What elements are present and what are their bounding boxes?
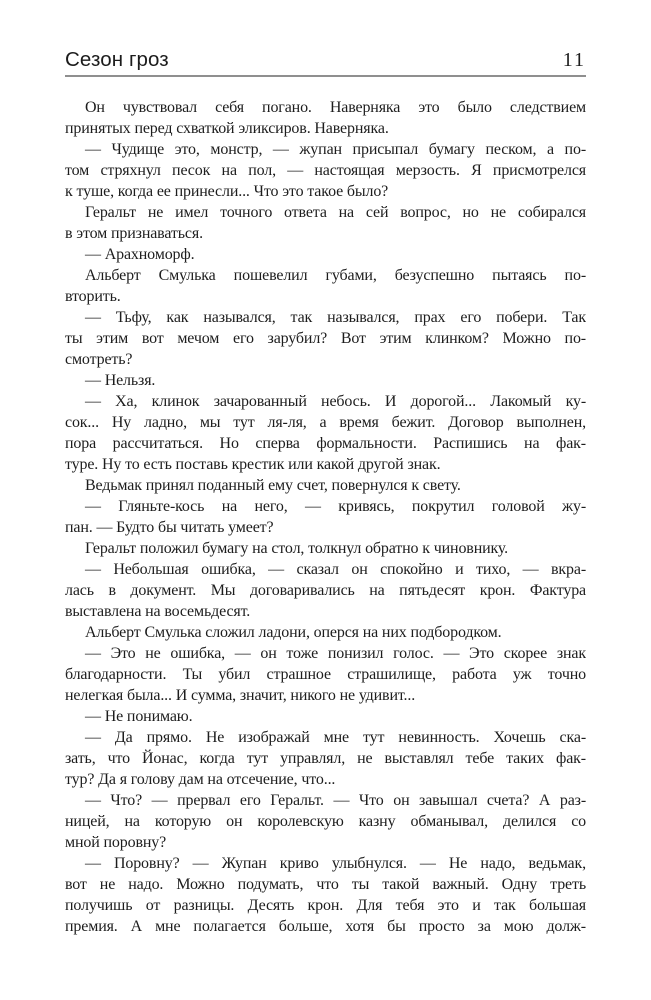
text-line: премия. А мне полагается больше, хотя бы просто за мою долж- bbox=[65, 918, 586, 935]
text-line: тур? Да я голову дам на отсечение, что... bbox=[65, 771, 336, 788]
text-line: ницей, на которую он королевскую казну обманывал, делился со bbox=[65, 813, 586, 830]
text-line: — Арахноморф. bbox=[85, 246, 195, 263]
text-line: в этом признаваться. bbox=[65, 225, 203, 242]
text-line: получишь от разницы. Десять крон. Для тебя это и так большая bbox=[65, 897, 586, 914]
page-text bbox=[65, 97, 586, 937]
text-line: — Ха, клинок зачарованный небось. И дорогой... Лакомый ку- bbox=[85, 393, 586, 410]
text-line: благодарности. Ты убил страшное страшилище, работа уж точно bbox=[65, 666, 586, 683]
text-line: — Не понимаю. bbox=[85, 708, 193, 725]
text-line: туре. Ну то есть поставь крестик или какой другой знак. bbox=[65, 456, 441, 473]
text-line: Геральт не имел точного ответа на сей вопрос, но не собирался bbox=[85, 204, 586, 221]
text-line: вот не надо. Можно подумать, что ты такой важный. Одну треть bbox=[65, 876, 586, 893]
text-line: Геральт положил бумагу на стол, толкнул обратно к чиновнику. bbox=[85, 540, 509, 557]
text-line: Он чувствовал себя погано. Наверняка это было следствием bbox=[85, 99, 586, 116]
page-number: 11 bbox=[562, 49, 586, 71]
text-line: нелегкая была... И сумма, значит, никого не удивит... bbox=[65, 687, 416, 704]
text-line: — Тьфу, как назывался, так назывался, прах его побери. Так bbox=[85, 309, 586, 326]
text-line: — Чудище это, монстр, — жупан присыпал бумагу песком, а по- bbox=[85, 141, 586, 158]
text-line: Альберт Смулька сложил ладони, оперся на них подбородком. bbox=[85, 624, 502, 641]
text-line: том стряхнул песок на пол, — настоящая мерзость. Я присмотрелся bbox=[65, 162, 586, 179]
text-line: к туше, когда ее принесли... Что это такое было? bbox=[65, 183, 389, 200]
text-line: зать, что Йонас, когда тут управлял, не выставлял тебе таких фак- bbox=[65, 750, 586, 767]
text-line: — Да прямо. Не изображай мне тут невинность. Хочешь ска- bbox=[85, 729, 586, 746]
text-line: Альберт Смулька пошевелил губами, безуспешно пытаясь по- bbox=[85, 267, 586, 284]
page-header bbox=[65, 48, 586, 77]
text-line: — Что? — прервал его Геральт. — Что он завышал счета? А раз- bbox=[85, 792, 586, 809]
running-title: Сезон гроз bbox=[65, 48, 169, 71]
text-line: мной поровну? bbox=[65, 834, 167, 851]
text-line: — Нельзя. bbox=[85, 372, 156, 389]
text-line: принятых перед схваткой эликсиров. Наверняка. bbox=[65, 120, 389, 137]
text-line: — Это не ошибка, — он тоже понизил голос. — Это скорее знак bbox=[85, 645, 586, 662]
text-line: пан. — Будто бы читать умеет? bbox=[65, 519, 274, 536]
text-line: сок... Ну ладно, мы тут ля-ля, а время бежит. Договор выполнен, bbox=[65, 414, 586, 431]
text-line: смотреть? bbox=[65, 351, 133, 368]
text-line: — Поровну? — Жупан криво улыбнулся. — Не надо, ведьмак, bbox=[85, 855, 586, 872]
text-line: — Гляньте-кось на него, — кривясь, покрутил головой жу- bbox=[85, 498, 586, 515]
text-line: ты этим вот мечом его зарубил? Вот этим клинком? Можно по- bbox=[65, 330, 586, 347]
text-line: лась в документ. Мы договаривались на пятьдесят крон. Фактура bbox=[65, 582, 586, 599]
text-line: выставлена на восемьдесят. bbox=[65, 603, 251, 620]
text-line: Ведьмак принял поданный ему счет, повернулся к свету. bbox=[85, 477, 461, 494]
text-line: вторить. bbox=[65, 288, 121, 305]
text-line: — Небольшая ошибка, — сказал он спокойно и тихо, — вкра- bbox=[85, 561, 586, 578]
text-line: пора рассчитаться. Но сперва формальности. Распишись на фак- bbox=[65, 435, 586, 452]
